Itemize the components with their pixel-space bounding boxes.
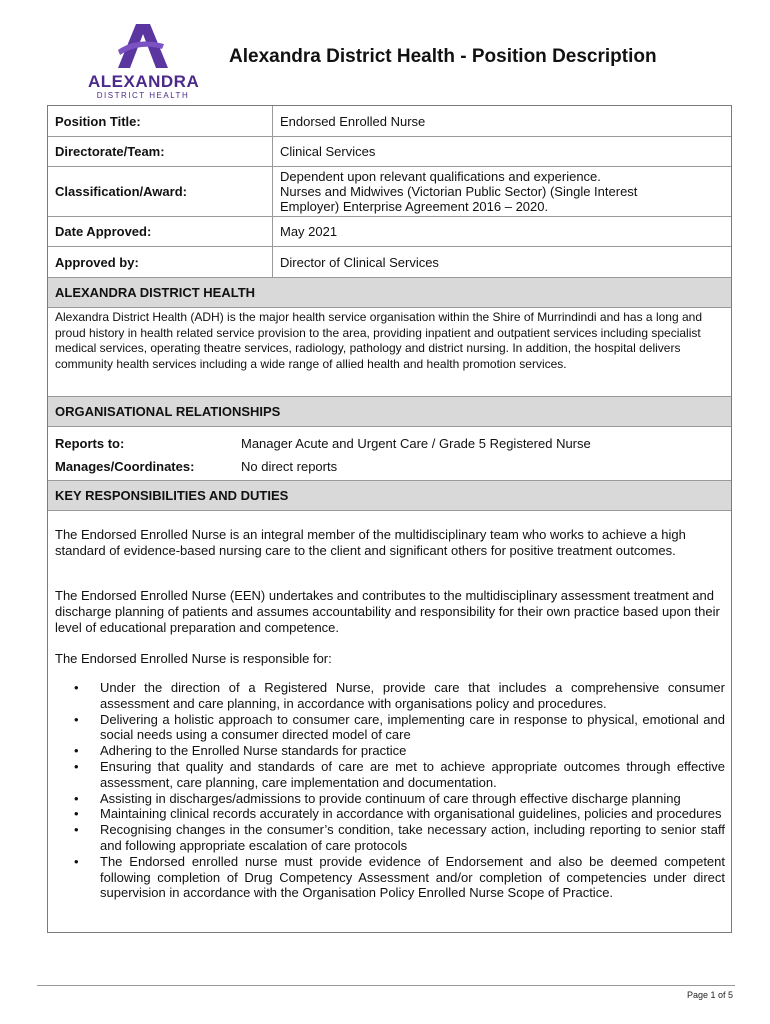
info-row-date-approved xyxy=(48,217,731,247)
info-value: Director of Clinical Services xyxy=(280,254,439,270)
duties-intro-paragraph: The Endorsed Enrolled Nurse is an integral member of the multidisciplinary team who works to achieve a high standard of evidence-based nursing care to the client and significant others for positive treatment outcomes. xyxy=(55,527,686,558)
position-description-table xyxy=(47,105,732,933)
about-paragraph: Alexandra District Health (ADH) is the major health service organisation within the Shire of Murrindindi and has a long and proud history in health related service provision to the area, providing inpatient and outpatient services including specialist medical services, operating theatre services, radiology, pathology and district nursing. In addition, the hospital delivers community health services including a wide range of allied health and health promotion services. xyxy=(55,310,702,371)
reports-to-value: Manager Acute and Urgent Care / Grade 5 Registered Nurse xyxy=(241,436,591,451)
responsibilities-list xyxy=(74,680,725,901)
organisation-logo xyxy=(88,22,198,102)
info-label: Directorate/Team: xyxy=(48,137,273,166)
duties-een-paragraph: The Endorsed Enrolled Nurse (EEN) undertakes and contributes to the multidisciplinary assessment treatment and discharge planning of patients and assumes accountability and responsibility for their own practice based upon their level of educational preparation and competence. xyxy=(55,588,720,635)
list-item: • Recognising changes in the consumer’s condition, take necessary action, including reporting to senior staff and following appropriate escalation of care protocols xyxy=(74,822,725,854)
list-item: • Adhering to the Enrolled Nurse standards for practice xyxy=(74,743,725,759)
info-value: Dependent upon relevant qualifications and experience. Nurses and Midwives (Victorian Public Sector) (Single Interest Employer) Enterprise Agreement 2016 – 2020. xyxy=(280,169,638,214)
footer-divider xyxy=(37,985,735,986)
list-item: • The Endorsed enrolled nurse must provide evidence of Endorsement and also be deemed competent following completion of Drug Competency Assessment and/or completion of competencies under direct supervision in accordance with the Organisation Policy Enrolled Nurse Scope of Practice. xyxy=(74,854,725,901)
info-label: Position Title: xyxy=(48,106,273,136)
info-label: Approved by: xyxy=(48,247,273,277)
section-heading-relationships: ORGANISATIONAL RELATIONSHIPS xyxy=(48,396,731,427)
section-heading-duties: KEY RESPONSIBILITIES AND DUTIES xyxy=(48,480,731,511)
list-item: • Delivering a holistic approach to consumer care, implementing care in response to physical, emotional and social needs using a consumer directed model of care xyxy=(74,712,725,744)
info-row-directorate xyxy=(48,137,731,167)
info-row-classification xyxy=(48,167,731,217)
logo-name: ALEXANDRA xyxy=(88,72,200,91)
list-item: • Maintaining clinical records accurately in accordance with organisational guidelines, policies and procedures xyxy=(74,806,725,822)
info-row-position-title xyxy=(48,106,731,137)
list-item: • Ensuring that quality and standards of care are met to achieve appropriate outcomes through effective assessment, care planning, care implementation and documentation. xyxy=(74,759,725,791)
list-item: • Under the direction of a Registered Nurse, provide care that includes a comprehensive consumer assessment and care planning, in accordance with organisations policy and procedures. xyxy=(74,680,725,712)
info-label: Classification/Award: xyxy=(48,167,273,216)
info-label: Date Approved: xyxy=(48,217,273,246)
info-value: Clinical Services xyxy=(280,144,376,159)
logo-a-mark-icon xyxy=(114,22,172,72)
document-title: Alexandra District Health - Position Description xyxy=(229,46,657,67)
info-row-approved-by xyxy=(48,247,731,277)
page-number: Page 1 of 5 xyxy=(686,990,733,1000)
duties-responsible-for: The Endorsed Enrolled Nurse is responsible for: xyxy=(55,651,332,666)
logo-subtitle: DISTRICT HEALTH xyxy=(96,91,190,100)
list-item: • Assisting in discharges/admissions to provide continuum of care through effective discharge planning xyxy=(74,791,725,807)
reports-to-label: Reports to: xyxy=(55,436,125,451)
info-value: Endorsed Enrolled Nurse xyxy=(280,113,426,129)
section-heading-about: ALEXANDRA DISTRICT HEALTH xyxy=(48,277,731,308)
manages-value: No direct reports xyxy=(241,459,338,474)
info-value: May 2021 xyxy=(280,224,338,239)
manages-label: Manages/Coordinates: xyxy=(55,459,195,474)
